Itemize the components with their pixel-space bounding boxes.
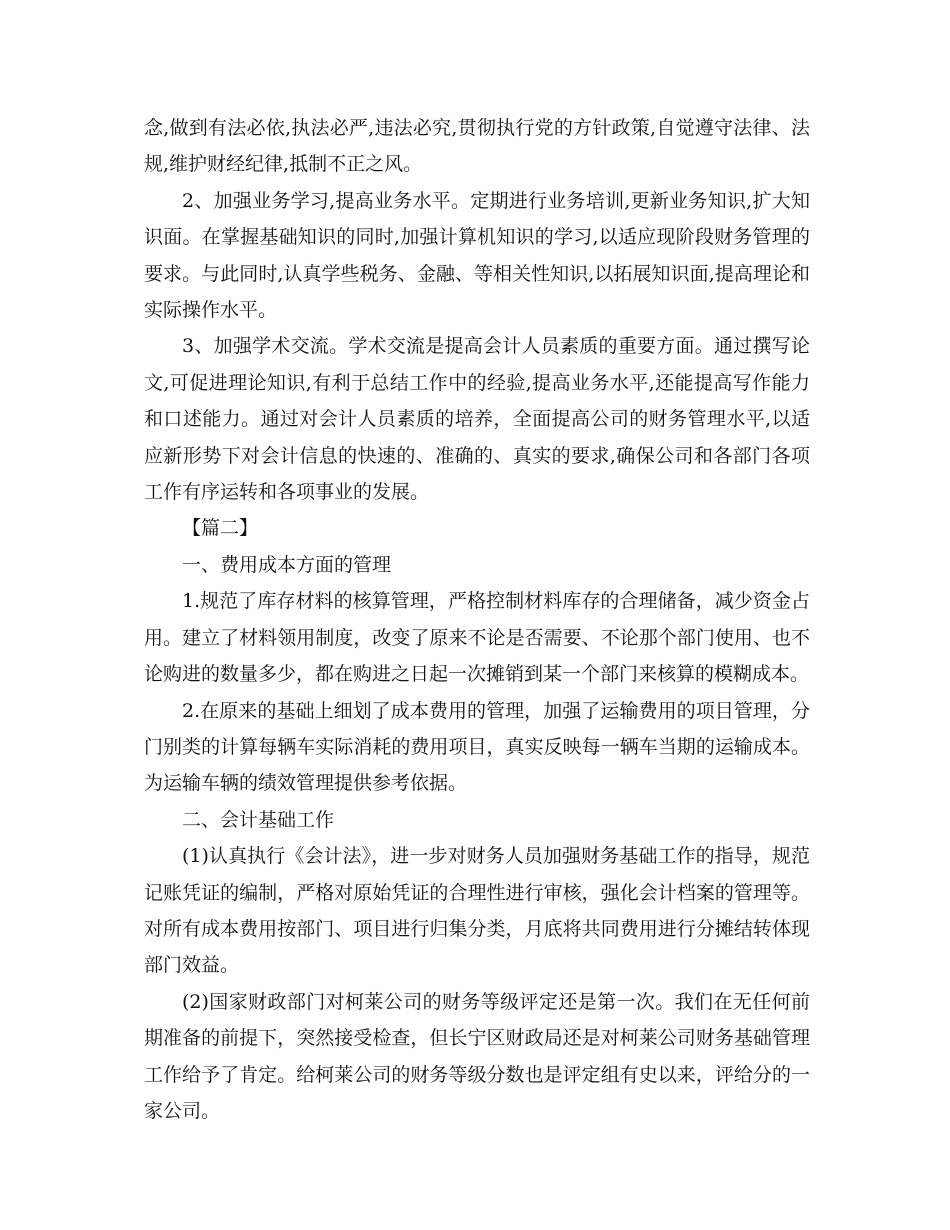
paragraph-accounting-item-2: (2)国家财政部门对柯莱公司的财务等级评定还是第一次。我们在无任何前期准备的前提下，突然接受检查，但长宁区财政局还是对柯莱公司财务基础管理工作给予了肯定。给柯莱公司的财务等级分数也是评定组有史以来，评给分的一家公司。 <box>144 990 810 1122</box>
section-heading-part-two: 【篇二】 <box>182 517 259 540</box>
subheading-accounting-basics: 二、会计基础工作 <box>182 808 335 831</box>
paragraph-continuation: 念,做到有法必依,执法必严,违法必究,贯彻执行党的方针政策,自觉遵守法律、法规,维护财经纪律,抵制不正之风。 <box>144 117 810 176</box>
paragraph-accounting-item-1: (1)认真执行《会计法》，进一步对财务人员加强财务基础工作的指导，规范记账凭证的编制，严格对原始凭证的合理性进行审核，强化会计档案的管理等。对所有成本费用按部门、项目进行归集分类，月底将共同费用进行分摊结转体现部门效益。 <box>144 845 810 977</box>
paragraph-item-3: 3、加强学术交流。学术交流是提高会计人员素质的重要方面。通过撰写论文,可促进理论知识,有利于总结工作中的经验,提高业务水平,还能提高写作能力和口述能力。通过对会计人员素质的培养，全面提高公司的财务管理水平,以适应新形势下对会计信息的快速的、准确的、真实的要求,确保公司和各部门各项工作有序运转和各项事业的发展。 <box>144 335 810 504</box>
paragraph-item-2: 2、加强业务学习,提高业务水平。定期进行业务培训,更新业务知识,扩大知识面。在掌握基础知识的同时,加强计算机知识的学习,以适应现阶段财务管理的要求。与此同时,认真学些税务、金融、等相关性知识,以拓展知识面,提高理论和实际操作水平。 <box>144 189 810 322</box>
subheading-cost-management: 一、费用成本方面的管理 <box>182 553 392 576</box>
document-body <box>144 110 810 1129</box>
paragraph-cost-item-2: 2.在原来的基础上细划了成本费用的管理，加强了运输费用的项目管理，分门别类的计算每辆车实际消耗的费用项目，真实反映每一辆车当期的运输成本。为运输车辆的绩效管理提供参考依据。 <box>144 699 810 795</box>
paragraph-cost-item-1: 1.规范了库存材料的核算管理，严格控制材料库存的合理储备，减少资金占用。建立了材料领用制度，改变了原来不论是否需要、不论那个部门使用、也不论购进的数量多少，都在购进之日起一次摊销到某一个部门来核算的模糊成本。 <box>144 590 810 686</box>
